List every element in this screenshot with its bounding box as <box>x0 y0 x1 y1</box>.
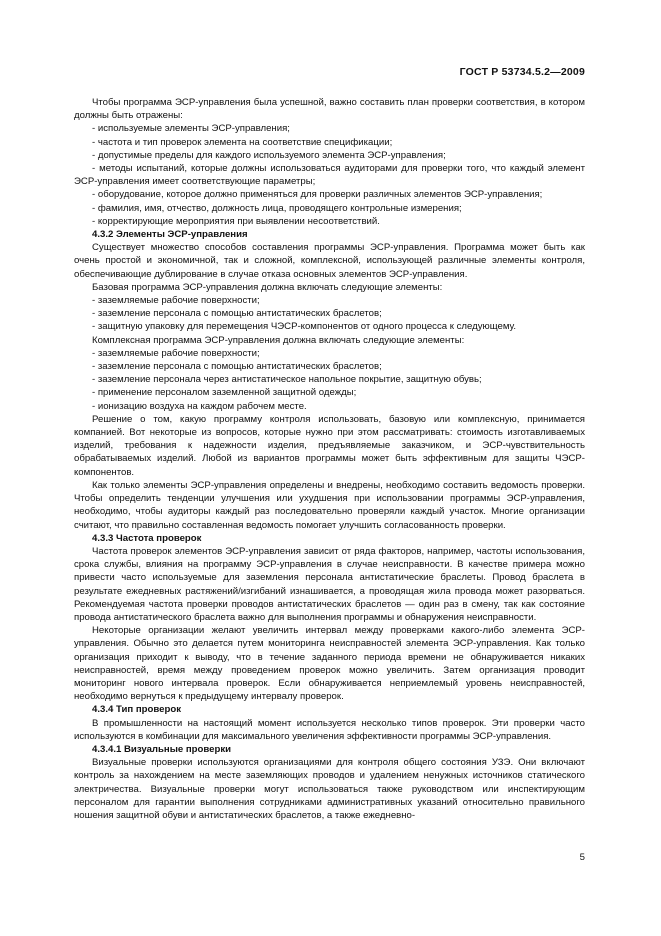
list-item: - заземление персонала с помощью антистатических браслетов; <box>92 308 382 320</box>
list-item: - ионизацию воздуха на каждом рабочем месте. <box>92 400 307 412</box>
paragraph: Как только элементы ЭСР-управления определены и внедрены, необходимо составить ведомость проверки. Чтобы определить тенденции улучшения или ухудшения при использовании программы ЭСР-управления, необходимо, чтобы аудиторы каждый раз последовательно проверяли каждый участок. Многие организации считают, что правильно составленная ведомость помогает улучшить согласованность проверки. <box>74 479 585 531</box>
paragraph: В промышленности на настоящий момент используется несколько типов проверок. Эти проверки часто используются в комбинации для максимального увеличения эффективности программы ЭСР-управления. <box>74 717 585 742</box>
list-item: - частота и тип проверок элемента на соответствие спецификации; <box>92 136 393 148</box>
list-item: - допустимые пределы для каждого используемого элемента ЭСР-управления; <box>92 149 446 161</box>
section-heading-4-3-4: 4.3.4 Тип проверок <box>92 704 181 716</box>
list-item: - корректирующие мероприятия при выявлении несоответствий. <box>92 215 380 227</box>
list-item: - заземляемые рабочие поверхности; <box>92 295 260 307</box>
list-item: - заземление персонала с помощью антистатических браслетов; <box>92 361 382 373</box>
paragraph: Частота проверок элементов ЭСР-управления зависит от ряда факторов, например, частоты использования, срока службы, влияния на программу ЭСР-управления в случае неисправности. В качестве примера можно привести часто используемые для заземления персонала антистатические браслеты. Провод браслета в результате ежедневных растяжений/изгибаний изнашивается, а проводящая жила провода может разорваться. Рекомендуемая частота проверки проводов антистатических браслетов — один раз в смену, так как состояние провода антистатического браслета важно для выполнения программы и обнаружения неисправности. <box>74 545 585 623</box>
list-item: - заземляемые рабочие поверхности; <box>92 347 260 359</box>
list-item: - используемые элементы ЭСР-управления; <box>92 123 290 135</box>
section-heading-4-3-2: 4.3.2 Элементы ЭСР-управления <box>92 229 248 241</box>
paragraph-intro: Чтобы программа ЭСР-управления была успешной, важно составить план проверки соответствия, в котором должны быть отражены: <box>74 97 585 122</box>
paragraph: Базовая программа ЭСР-управления должна включать следующие элементы: <box>92 281 443 293</box>
paragraph: Существует множество способов составления программы ЭСР-управления. Программа может быть как очень простой и экономичной, так и сложной, комплексной, использующей различные элементы контроля, обеспечивающие дублирование в случае отказа основных элементов ЭСР-управления. <box>74 242 585 280</box>
list-item: - защитную упаковку для перемещения ЧЭСР-компонентов от одного процесса к следующему. <box>92 321 517 333</box>
paragraph: Комплексная программа ЭСР-управления должна включать следующие элементы: <box>92 334 465 346</box>
paragraph: Решение о том, какую программу контроля использовать, базовую или комплексную, принимается компанией. Вот некоторые из вопросов, которые нужно при этом рассматривать: стоимость изготавливаемых изделий, требования к надежности изделия, предъявляемые заказчиком, и ЭСР-чувствительность обрабатываемых изделий. Любой из вариантов программы может быть эффективным для защиты ЧЭСР- компонентов. <box>74 413 585 478</box>
paragraph: Визуальные проверки используются организациями для контроля общего состояния УЗЭ. Они включают контроль за нахождением на месте заземляющих проводов и удалением ненужных источников статического электричества. Визуальные проверки могут использоваться также руководством или инспектирующим персоналом для гарантии выполнения сотрудниками административных указаний относительно правильного ношения защитной обуви и антистатических браслетов, а также ежедневно- <box>74 757 585 821</box>
list-item: - применение персоналом заземленной защитной одежды; <box>92 387 357 399</box>
list-item: - фамилия, имя, отчество, должность лица, проводящего контрольные измерения; <box>92 202 462 214</box>
document-number: ГОСТ Р 53734.5.2—2009 <box>459 66 585 78</box>
list-item: - методы испытаний, которые должны использоваться аудиторами для проверки того, что каждый элемент ЭСР-управления имеет соответствующие параметры; <box>74 163 585 188</box>
page-number: 5 <box>579 852 585 863</box>
section-heading-4-3-3: 4.3.3 Частота проверок <box>92 532 202 544</box>
list-item: - заземление персонала через антистатическое напольное покрытие, защитную обувь; <box>92 374 482 386</box>
paragraph: Некоторые организации желают увеличить интервал между проверками какого-либо элемента ЭСР-управления. Обычно это делается путем мониторинга неисправностей элемента ЭСР-управления. Как только организация приходит к выводу, что в течение заданного периода времени не обнаруживается никаких неисправностей, время между проведением проверок можно увеличить. Затем организация проводит мониторинг нового интервала проверок. Если обнаруживается неприемлемый уровень неисправностей, необходимо вернуться к предыдущему интервалу проверок. <box>74 625 585 703</box>
section-heading-4-3-4-1: 4.3.4.1 Визуальные проверки <box>92 743 232 755</box>
document-body <box>74 96 585 822</box>
list-item: - оборудование, которое должно применяться для проверки различных элементов ЭСР-управления; <box>92 189 543 201</box>
